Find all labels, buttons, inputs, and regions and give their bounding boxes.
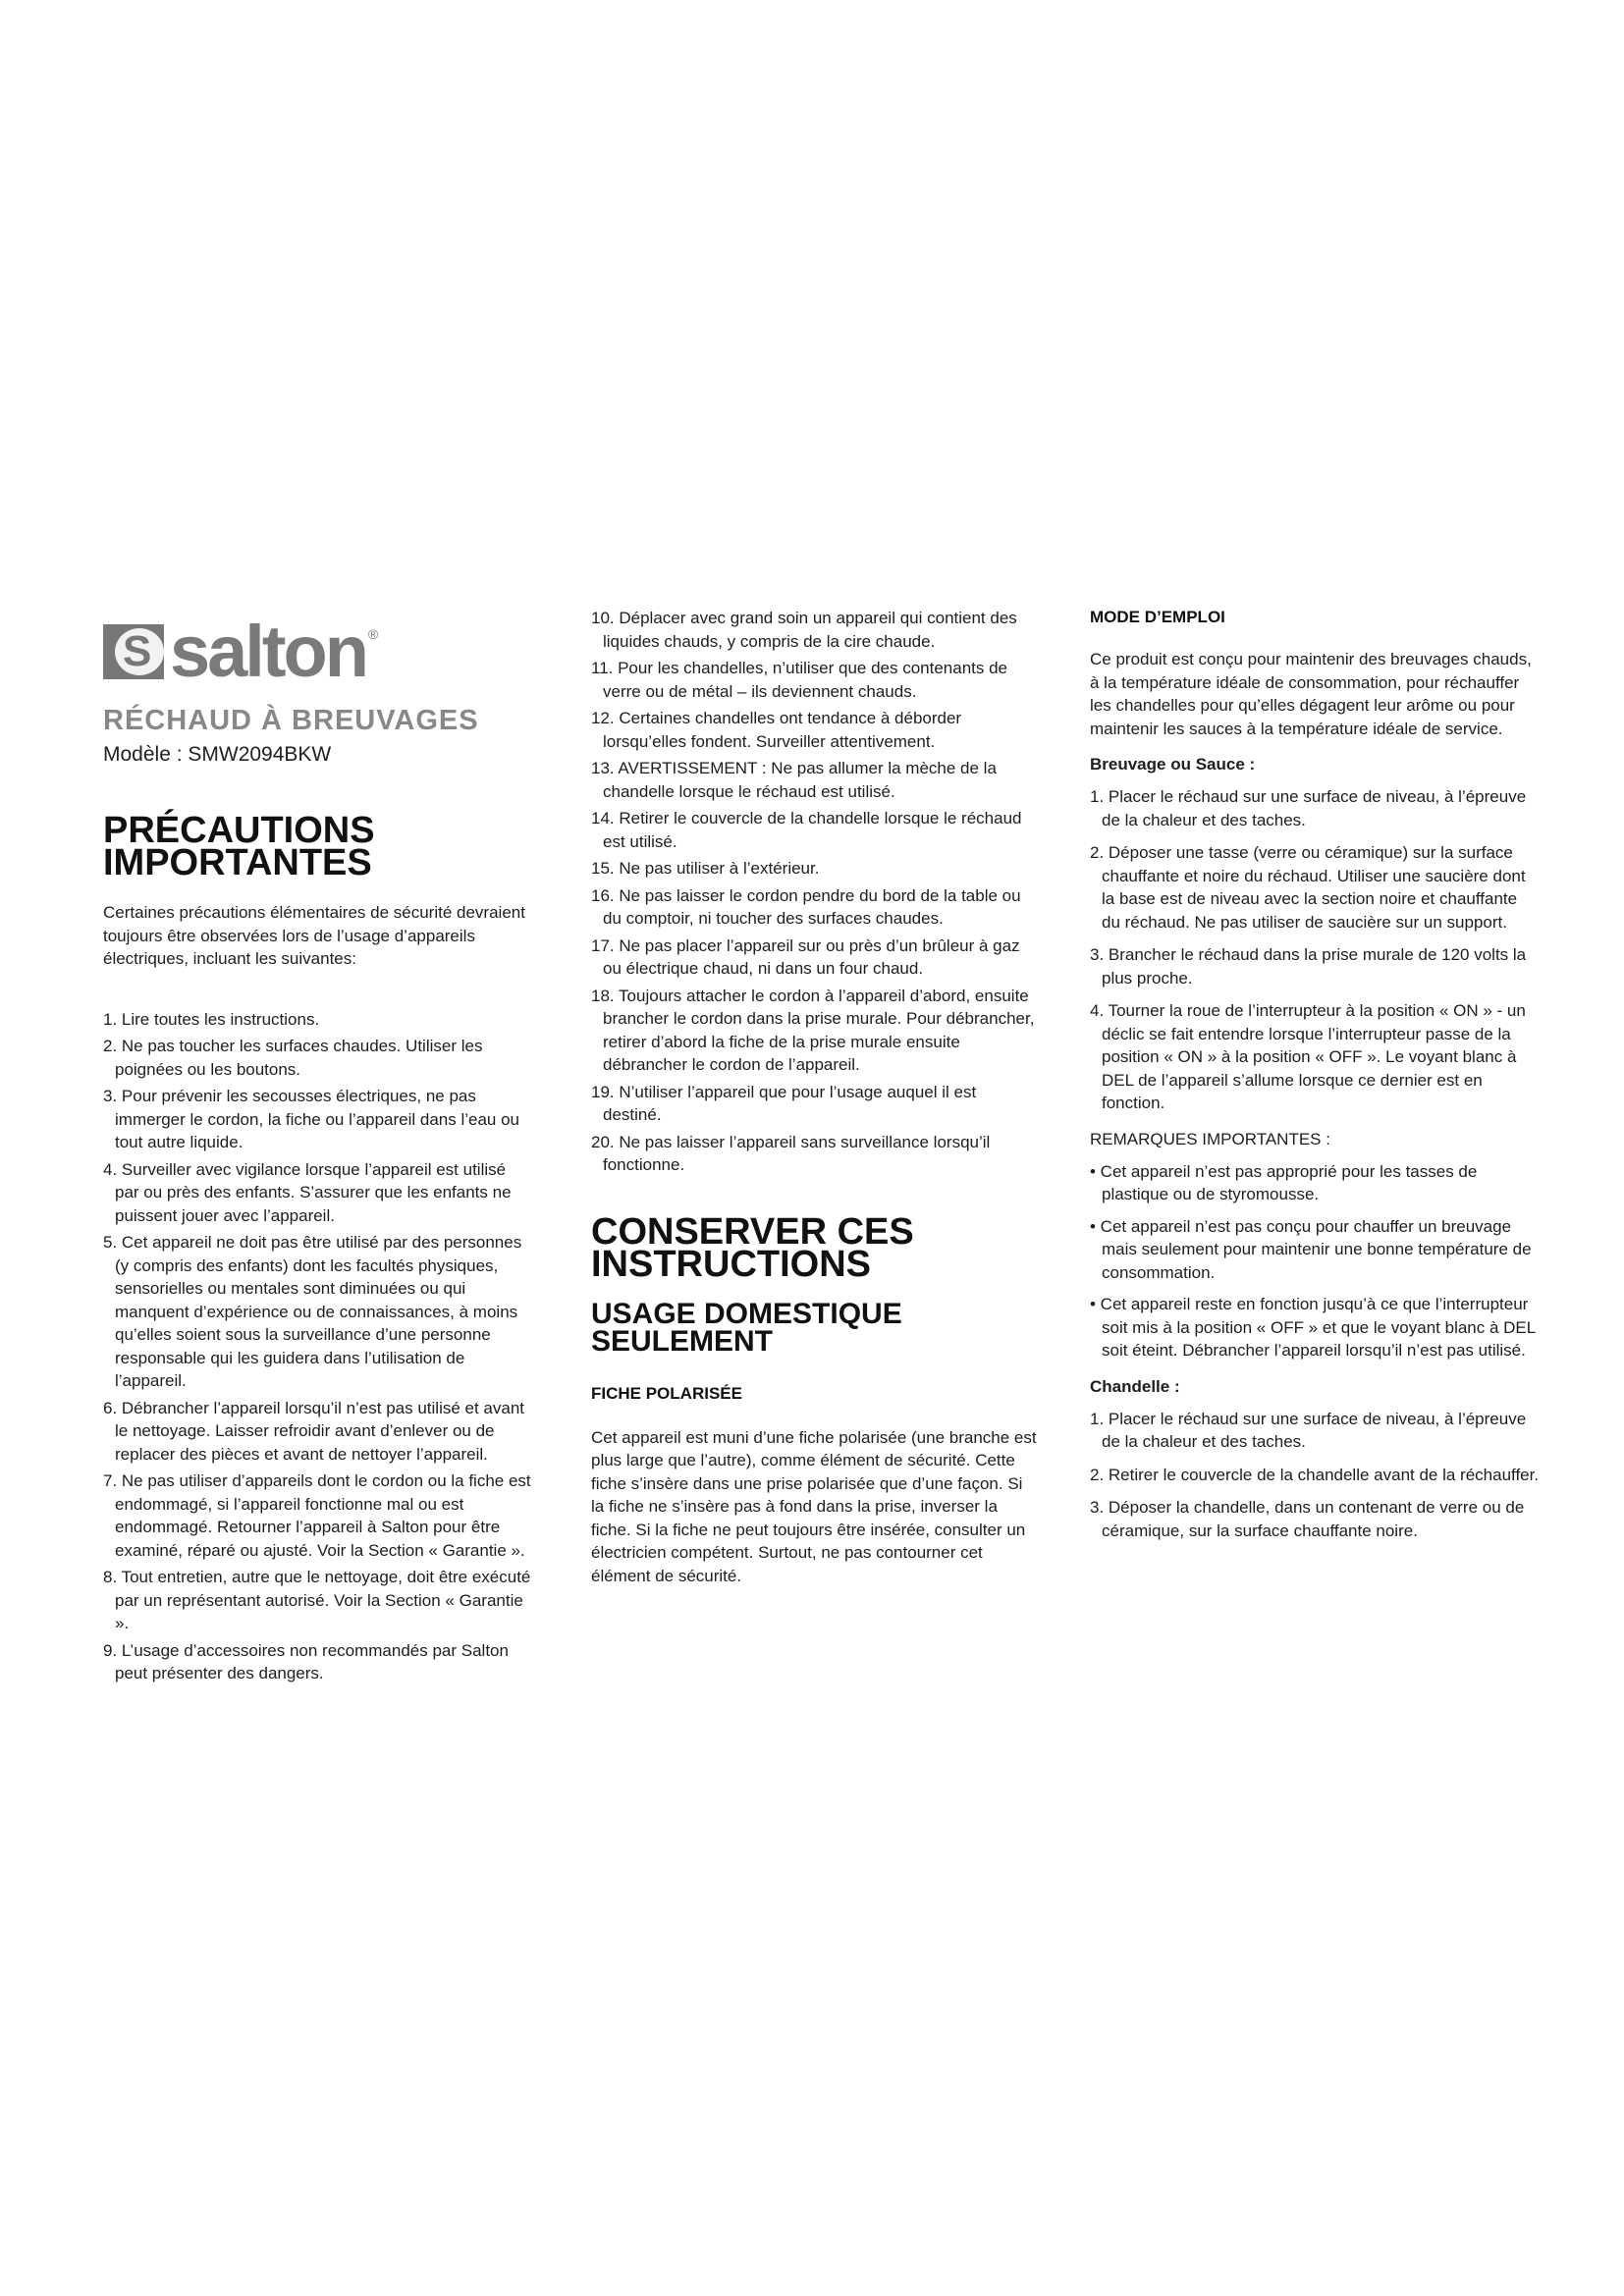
list-item: 8. Tout entretien, autre que le nettoyage, doit être exécuté par un représentant autorisé. Voir la Section « Garantie ». (103, 1568, 531, 1632)
list-item: 1. Lire toutes les instructions. (103, 1009, 320, 1029)
salton-logo-mark-icon: S (103, 624, 164, 679)
conserver-heading: CONSERVER CES INSTRUCTIONS (591, 1210, 914, 1285)
precautions-intro: Certaines précautions élémentaires de sécurité devraient toujours être observées lors de l’usage d’appareils électriques, incluant les suivantes: (103, 903, 525, 968)
list-item: 17. Ne pas placer l’appareil sur ou près d’un brûleur à gaz ou électrique chaud, ni dans un four chaud. (591, 935, 1020, 978)
list-item: 3. Brancher le réchaud dans la prise murale de 120 volts la plus proche. (1090, 945, 1527, 988)
chandelle-heading: Chandelle : (1090, 1376, 1180, 1396)
column-middle (591, 607, 1038, 1587)
list-item: 16. Ne pas laisser le cordon pendre du bord de la table ou du comptoir, ni toucher des surfaces chaudes. (591, 885, 1021, 928)
breuvage-heading: Breuvage ou Sauce : (1090, 755, 1256, 774)
list-item: 19. N’utiliser l’appareil que pour l’usage auquel il est destiné. (591, 1082, 977, 1124)
list-item: 1. Placer le réchaud sur une surface de niveau, à l’épreuve de la chaleur et des taches. (1090, 787, 1527, 829)
list-item: 3. Déposer la chandelle, dans un contenant de verre ou de céramique, sur la surface chauffante noire. (1090, 1498, 1525, 1540)
list-item: • Cet appareil reste en fonction jusqu’à ce que l’interrupteur soit mis à la position « OFF » et que le voyant blanc à DEL soit éteint. Débrancher l’appareil lorsqu’il n’est pas utilisé. (1090, 1295, 1536, 1360)
salton-logo (103, 613, 532, 691)
list-item: • Cet appareil n’est pas conçu pour chauffer un breuvage mais seulement pour maintenir une bonne température de consommation. (1090, 1216, 1532, 1282)
list-item: 14. Retirer le couvercle de la chandelle lorsque le réchaud est utilisé. (591, 809, 1022, 851)
column-left (103, 607, 532, 1689)
list-item: 18. Toujours attacher le cordon à l’appareil d’abord, ensuite brancher le cordon dans la prise murale. Pour débrancher, retirer d’abord la fiche de la prise murale ensuite débrancher le cordon de l’appareil. (591, 986, 1035, 1074)
list-item: 6. Débrancher l’appareil lorsqu’il n’est pas utilisé et avant le nettoyage. Laisser refroidir avant d’enlever ou de replacer des pièces et avant de nettoyer l’appareil. (103, 1398, 525, 1464)
mode-intro: Ce produit est conçu pour maintenir des breuvages chauds, à la température idéale de consommation, pour réchauffer les chandelles pour qu’elles dégagent leur arôme ou pour maintenir les sauces à la température idéale de service. (1090, 650, 1532, 738)
list-item: 2. Ne pas toucher les surfaces chaudes. Utiliser les poignées ou les boutons. (103, 1037, 483, 1079)
list-item: 4. Tourner la roue de l’interrupteur à la position « ON » - un déclic se fait entendre lorsque l’interrupteur passe de la position « ON » à la position « OFF ». Le voyant blanc à DEL de l’appareil s’allume lorsque ce dernier est en fonction. (1090, 1001, 1526, 1112)
precautions-list-continued (591, 607, 1038, 1177)
list-item: 3. Pour prévenir les secousses électriques, ne pas immerger le cordon, la fiche ou l’appareil dans l’eau ou tout autre liquide. (103, 1087, 520, 1151)
list-item: 7. Ne pas utiliser d’appareils dont le cordon ou la fiche est endommagé, si l’appareil fonctionne mal ou est endommagé. Retourner l’appareil à Salton pour être examiné, réparé ou ajusté. Voir la Section « Garantie ». (103, 1471, 531, 1560)
remarques-heading: REMARQUES IMPORTANTES : (1090, 1129, 1330, 1148)
fiche-text: Cet appareil est muni d’une fiche polarisée (une branche est plus large que l’autre), comme élément de sécurité. Cette fiche s’insère dans une prise polarisée que d’une façon. Si la fiche ne s’insère pas à fond dans la prise, inverser la fiche. Si la fiche ne peut toujours être insérée, consulter un électricien compétent. Surtout, ne pas contourner cet élément de sécurité. (591, 1427, 1037, 1585)
list-item: 4. Surveiller avec vigilance lorsque l’appareil est utilisé par ou près des enfants. S’assurer que les enfants ne puissent jouer avec l’appareil. (103, 1159, 512, 1225)
chandelle-steps (1090, 1408, 1540, 1543)
brand-name: salton (170, 611, 366, 692)
list-item: • Cet appareil n’est pas approprié pour les tasses de plastique ou de styromousse. (1090, 1161, 1478, 1203)
list-item: 10. Déplacer avec grand soin un appareil qui contient des liquides chauds, y compris de la cire chaude. (591, 609, 1017, 651)
list-item: 2. Déposer une tasse (verre ou céramique) sur la surface chauffante et noire du réchaud. Utiliser une saucière dont la base est de niveau avec la section noire et chauffante du réchaud. Ne pas utiliser de saucière sur un support. (1090, 843, 1526, 932)
list-item: 12. Certaines chandelles ont tendance à déborder lorsqu’elles fondent. Surveiller attentivement. (591, 709, 962, 751)
model-number: Modèle : SMW2094BKW (103, 743, 332, 766)
product-title: RÉCHAUD À BREUVAGES (103, 705, 479, 736)
usage-heading: USAGE DOMESTIQUE SEULEMENT (591, 1297, 902, 1358)
precautions-heading: PRÉCAUTIONS IMPORTANTES (103, 810, 375, 883)
list-item: 5. Cet appareil ne doit pas être utilisé par des personnes (y compris des enfants) dont les facultés physiques, sensorielles ou mentales sont diminuées ou qui manquent d’expérience ou de connaissances, à moins qu’elles soient sous la surveillance d’une personne responsable qui les guidera dans l’utilisation de l’appareil. (103, 1233, 522, 1390)
remarques-list (1090, 1160, 1540, 1362)
list-item: 9. L’usage d’accessoires non recommandés par Salton peut présenter des dangers. (103, 1640, 509, 1682)
registered-mark: ® (367, 626, 379, 642)
list-item: 20. Ne pas laisser l’appareil sans surveillance lorsqu’il fonctionne. (591, 1132, 991, 1174)
list-item: 13. AVERTISSEMENT : Ne pas allumer la mèche de la chandelle lorsque le réchaud est utilisé. (591, 759, 997, 801)
mode-heading: MODE D’EMPLOI (1090, 608, 1225, 626)
fiche-heading: FICHE POLARISÉE (591, 1383, 742, 1403)
column-right (1090, 607, 1540, 1552)
list-item: 15. Ne pas utiliser à l’extérieur. (591, 859, 820, 878)
list-item: 11. Pour les chandelles, n’utiliser que des contenants de verre ou de métal – ils deviennent chauds. (591, 659, 1008, 701)
list-item: 1. Placer le réchaud sur une surface de niveau, à l’épreuve de la chaleur et des taches. (1090, 1409, 1527, 1451)
precautions-list (103, 1008, 532, 1685)
list-item: 2. Retirer le couvercle de la chandelle avant de la réchauffer. (1090, 1465, 1540, 1484)
breuvage-steps (1090, 785, 1540, 1115)
